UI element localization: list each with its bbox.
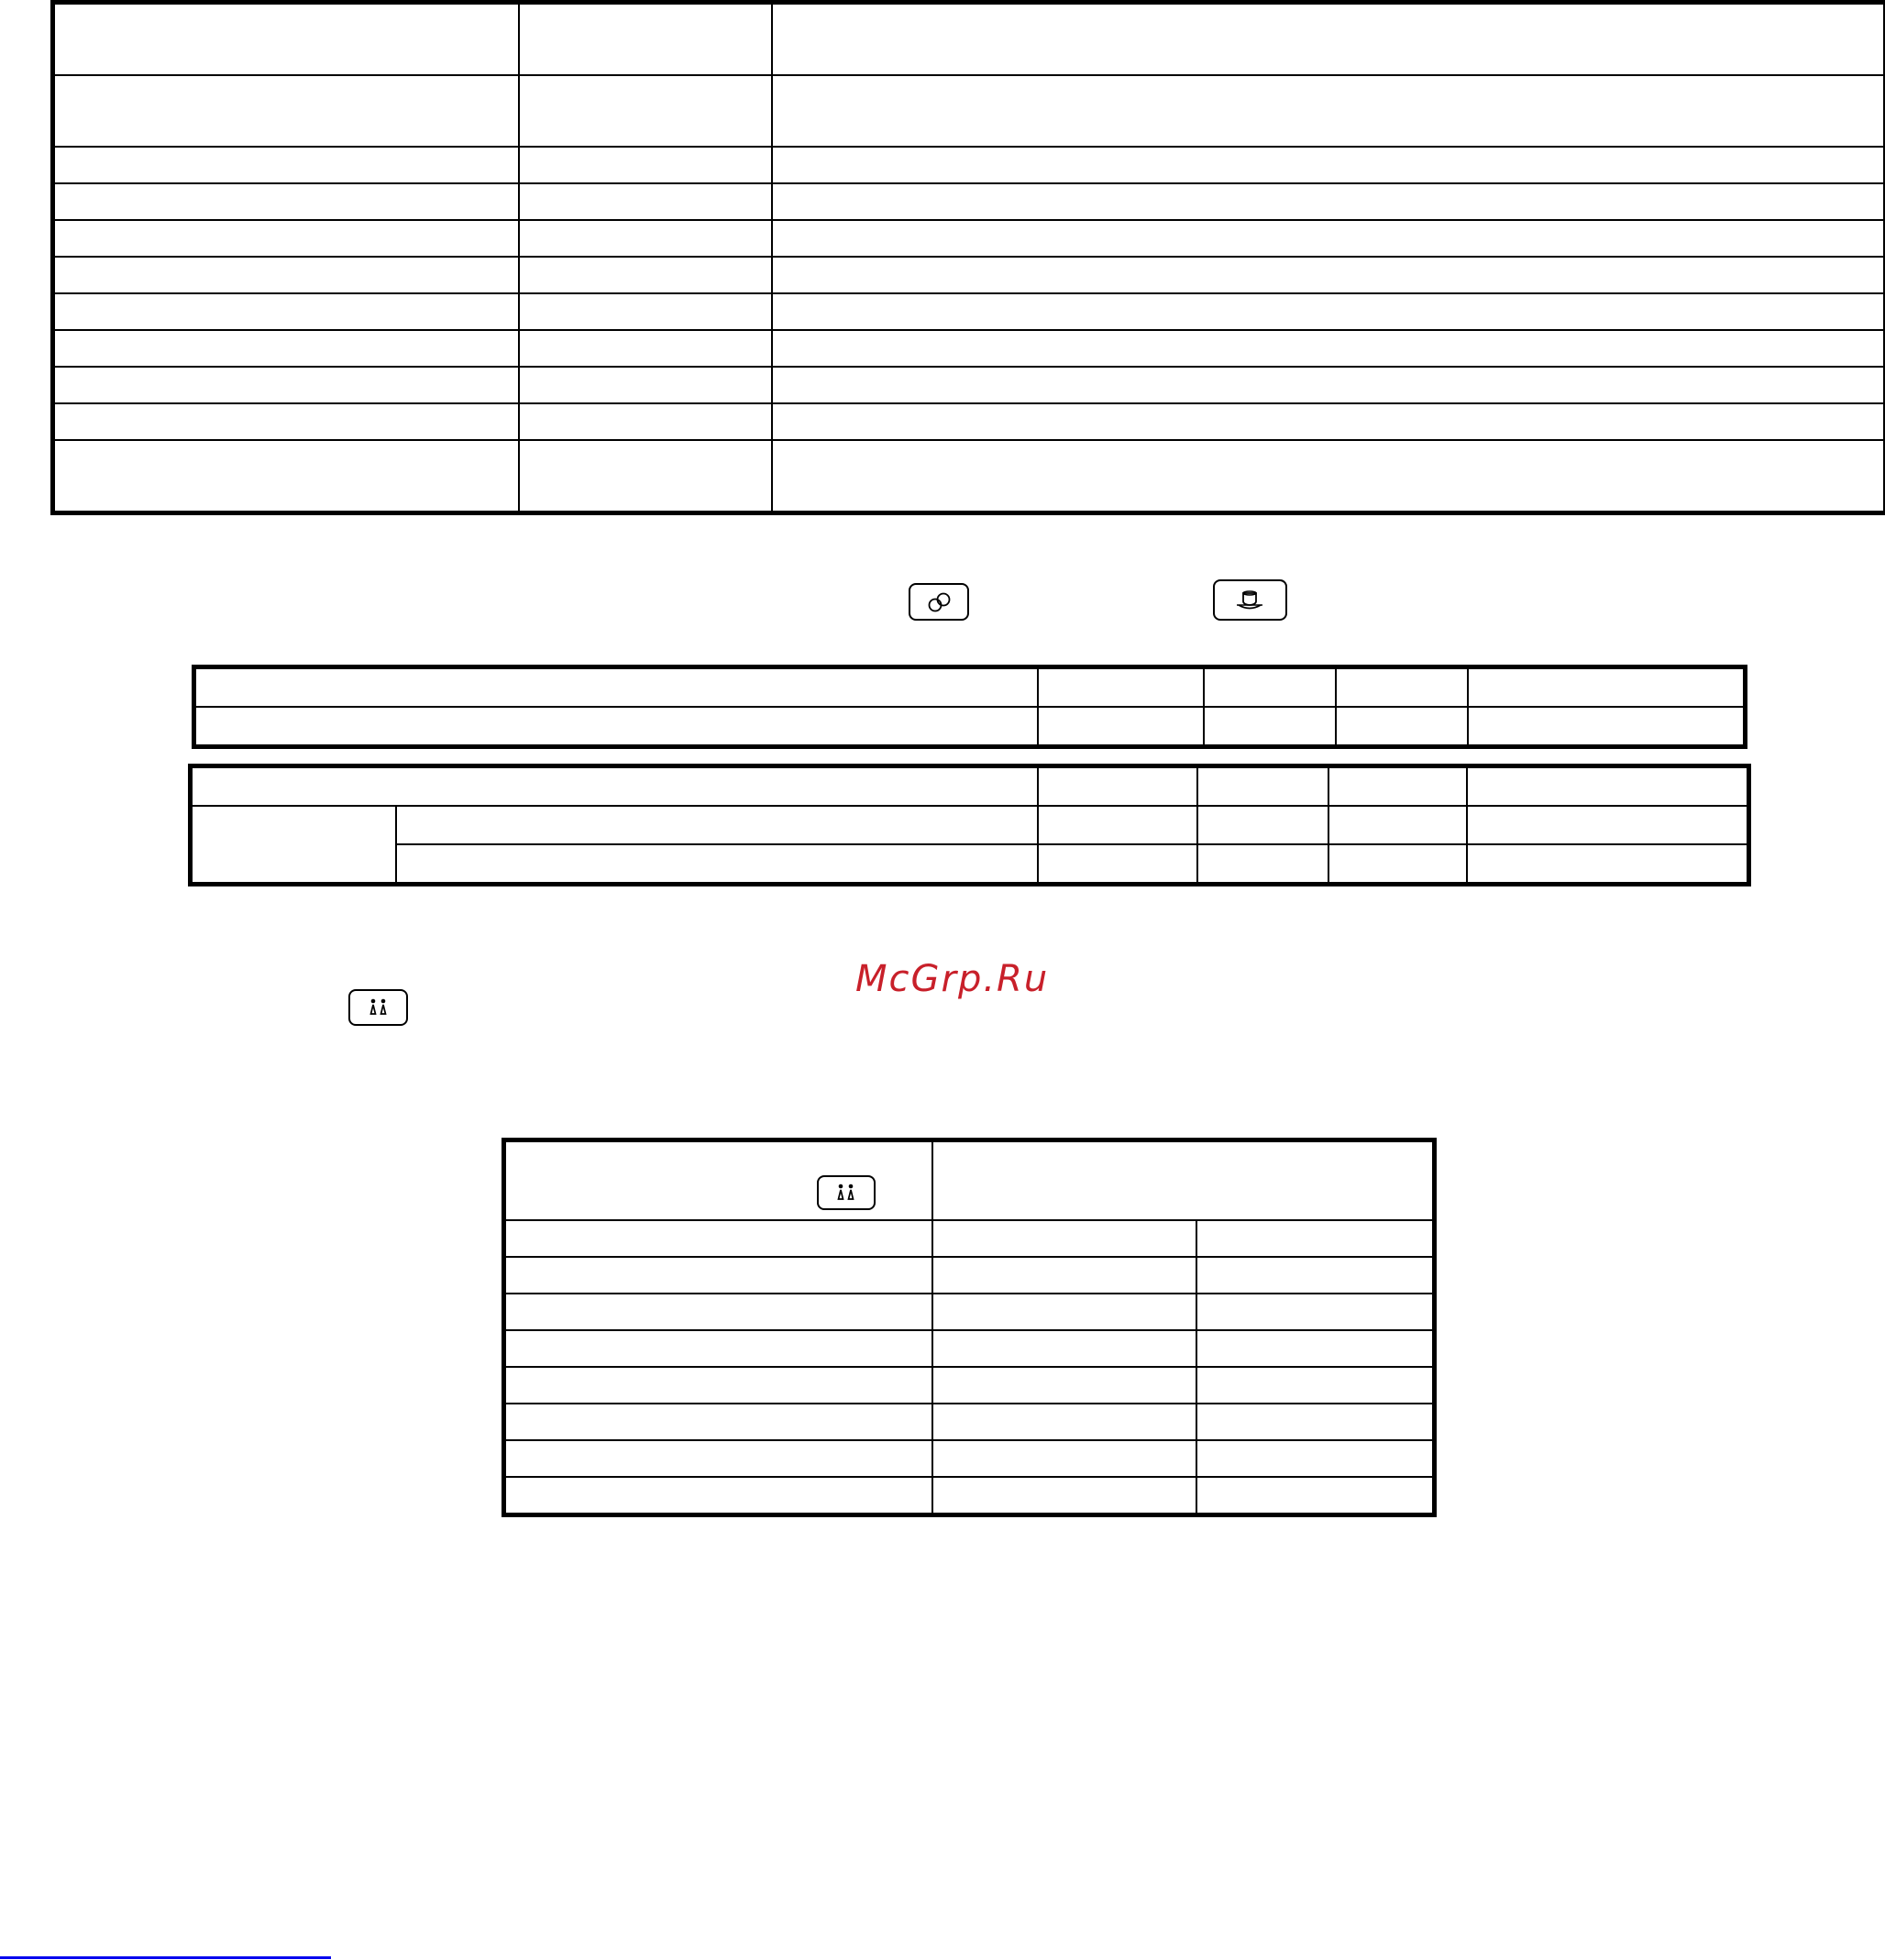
table-row (53, 75, 1885, 147)
table-row (504, 1140, 1435, 1221)
table-row (53, 3, 1885, 76)
table-row (194, 667, 1746, 708)
table-row (194, 707, 1746, 747)
table-row (504, 1404, 1435, 1440)
table-row (504, 1440, 1435, 1477)
table-row (53, 147, 1885, 183)
table-row (191, 806, 1749, 844)
footer-link-underline[interactable] (0, 1956, 331, 1959)
persons-icon (817, 1175, 876, 1210)
table-row (504, 1257, 1435, 1294)
table-row (53, 293, 1885, 330)
persons-icon (348, 989, 408, 1026)
settings-table-4 (502, 1138, 1437, 1517)
table-row (53, 403, 1885, 440)
table-row (191, 844, 1749, 885)
table-row (504, 1477, 1435, 1515)
rings-icon (909, 583, 969, 621)
table-row (504, 1220, 1435, 1257)
table-row (191, 766, 1749, 807)
table-row (53, 330, 1885, 367)
table-row (53, 257, 1885, 293)
cup-icon (1213, 579, 1287, 621)
table-row (504, 1294, 1435, 1330)
settings-table-3 (188, 764, 1751, 886)
table-row (504, 1367, 1435, 1404)
table-row (53, 220, 1885, 257)
settings-table-1 (50, 0, 1885, 515)
table-row (504, 1330, 1435, 1367)
table-row (53, 367, 1885, 403)
watermark: McGrp.Ru (855, 958, 1050, 1000)
table-row (53, 183, 1885, 220)
settings-table-2 (192, 665, 1747, 749)
table-row (53, 440, 1885, 513)
